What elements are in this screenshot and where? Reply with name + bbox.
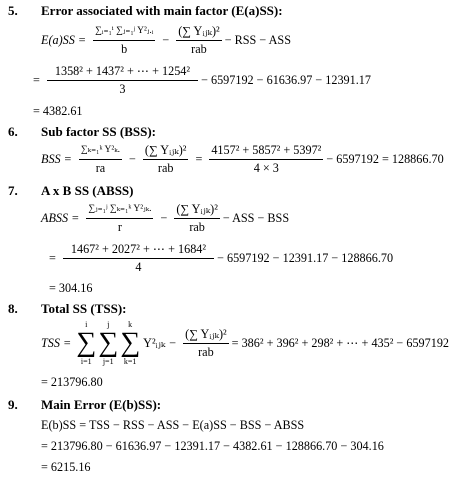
section-6-number: 6.	[8, 124, 18, 139]
section-5-number: 5.	[8, 3, 18, 18]
section-5-fraction-2-numerator: (∑ Yᵢⱼₖ)²	[176, 24, 222, 41]
section-6-tail: − 6597192 = 128866.70	[326, 151, 444, 166]
section-8-sum-k-upper: k	[128, 320, 133, 329]
section-7-fraction-1-numerator: ∑ⱼ₌₁ʲ ∑ₖ₌₁ᵏ Y²ⱼₖ.	[86, 202, 153, 219]
section-8-term: Y²ᵢⱼₖ	[143, 335, 166, 350]
section-8-sum-j-upper: j	[107, 320, 110, 329]
section-7-tail: − ASS − BSS	[222, 210, 290, 225]
section-5-heading: Error associated with main factor (E(a)SS):	[41, 3, 283, 18]
section-5-tail: − RSS − ASS	[224, 32, 291, 47]
section-7-fraction-1	[86, 202, 153, 234]
section-5-fraction-1-numerator: ∑ᵢ₌₁ⁱ ∑ⱼ₌₁ʲ Y²ⱼ.ᵢ	[93, 24, 155, 41]
section-6-lhs: BSS =	[41, 151, 72, 166]
section-5-fraction-3	[47, 64, 198, 96]
section-9-line-1: E(b)SS = TSS − RSS − ASS − E(a)SS − BSS − ABSS	[41, 418, 305, 432]
section-6-fraction-1	[79, 143, 122, 175]
section-6-equals: =	[195, 151, 203, 166]
section-5-equation-line-1	[41, 24, 291, 56]
section-9-result: = 6215.16	[41, 460, 91, 474]
section-7-heading: A x B SS (ABSS)	[41, 183, 134, 198]
section-5-fraction-2-denominator: rab	[191, 42, 207, 56]
section-8-sum-i-lower: i=1	[80, 357, 92, 366]
section-6-fraction-3-numerator: 4157² + 5857² + 5397²	[209, 143, 323, 160]
section-7-fraction-3-denominator: 4	[135, 260, 142, 274]
section-5-fraction-1	[93, 24, 155, 56]
section-5-equation-line-2: = $\frac{\text{1358² + 1437² + ⋯ + 1254²}}{3}$ − 6597192 − 61636.97 − 12391.17	[33, 64, 371, 96]
section-6-equation	[41, 143, 444, 175]
section-6-fraction-3-denominator: 4 × 3	[253, 161, 279, 175]
section-8-sum-k-sigma: ∑	[120, 327, 141, 358]
section-8-heading: Total SS (TSS):	[41, 301, 127, 316]
section-7-fraction-2-numerator: (∑ Yᵢⱼₖ)²	[174, 202, 220, 219]
section-6-fraction-1-numerator: ∑ₖ₌₁ᵏ Y²ₖ.	[79, 143, 122, 160]
section-5-fraction-1-denominator: b	[121, 42, 128, 56]
section-7-fraction-2	[174, 202, 220, 234]
section-7-equation-line-2: = $\frac{\text{1467² + 2027² + ⋯ + 1684²}}{4}$ − 6597192 − 12391.17 − 128866.70	[49, 242, 394, 274]
section-8-minus: −	[169, 335, 177, 350]
section-8-equation	[41, 320, 449, 366]
section-8-fraction-denominator: rab	[198, 345, 214, 359]
section-7-fraction-1-denominator: r	[117, 220, 122, 234]
section-7-equation-line-1	[41, 202, 289, 234]
section-7-minus: −	[160, 210, 168, 225]
section-8-sum-i	[76, 320, 96, 366]
section-5-result: = 4382.61	[33, 104, 83, 118]
section-6-fraction-3	[209, 143, 323, 175]
section-5-minus: −	[162, 32, 170, 47]
section-5-fraction-3-numerator: 1358² + 1437² + ⋯ + 1254²	[47, 64, 198, 81]
section-5-fraction-3-denominator: 3	[119, 82, 126, 96]
section-7-fraction-3-numerator: 1467² + 2027² + ⋯ + 1684²	[63, 242, 214, 259]
section-6-minus: −	[129, 151, 136, 166]
section-8-number: 8.	[8, 301, 18, 316]
section-8-result: = 213796.80	[41, 375, 103, 389]
section-7-lhs: ABSS =	[41, 210, 80, 225]
section-7-result: = 304.16	[49, 281, 93, 295]
section-7-line-2-tail: − 6597192 − 12391.17 − 128866.70	[217, 250, 394, 265]
section-8-sum-k-lower: k=1	[123, 357, 137, 366]
section-6-fraction-2-numerator: (∑ Yᵢⱼₖ)²	[143, 143, 189, 160]
section-9-heading: Main Error (E(b)SS):	[41, 397, 162, 412]
section-8-lhs: TSS =	[41, 335, 72, 350]
section-8-fraction-numerator: (∑ Yᵢⱼₖ)²	[183, 327, 229, 344]
section-8-sum-j	[98, 320, 118, 366]
section-6-fraction-1-denominator: ra	[95, 161, 106, 175]
section-5-line-2-tail: − 6597192 − 61636.97 − 12391.17	[201, 72, 371, 87]
section-8-fraction	[183, 327, 229, 359]
section-5-fraction-2	[176, 24, 222, 56]
section-8-sum-i-sigma: ∑	[76, 327, 97, 358]
section-8-sum-j-lower: j=1	[102, 357, 114, 366]
section-8-sum-k	[120, 320, 140, 366]
section-8-tail: = 386² + 396² + 298² + ⋯ + 435² − 6597192	[231, 335, 450, 350]
section-6-fraction-2	[143, 143, 189, 175]
section-7-number: 7.	[8, 183, 18, 198]
section-8-sum-j-sigma: ∑	[98, 327, 119, 358]
section-7-fraction-3	[63, 242, 214, 274]
section-6-heading: Sub factor SS (BSS):	[41, 124, 156, 139]
section-6-fraction-2-denominator: rab	[157, 161, 174, 175]
section-8-sum-i-upper: i	[85, 320, 88, 329]
section-7-fraction-2-denominator: rab	[189, 220, 205, 234]
section-9-line-2: = 213796.80 − 61636.97 − 12391.17 − 4382.61 − 128866.70 − 304.16	[41, 439, 384, 453]
section-5-lhs: E(a)SS =	[41, 32, 87, 47]
section-9-number: 9.	[8, 397, 18, 412]
